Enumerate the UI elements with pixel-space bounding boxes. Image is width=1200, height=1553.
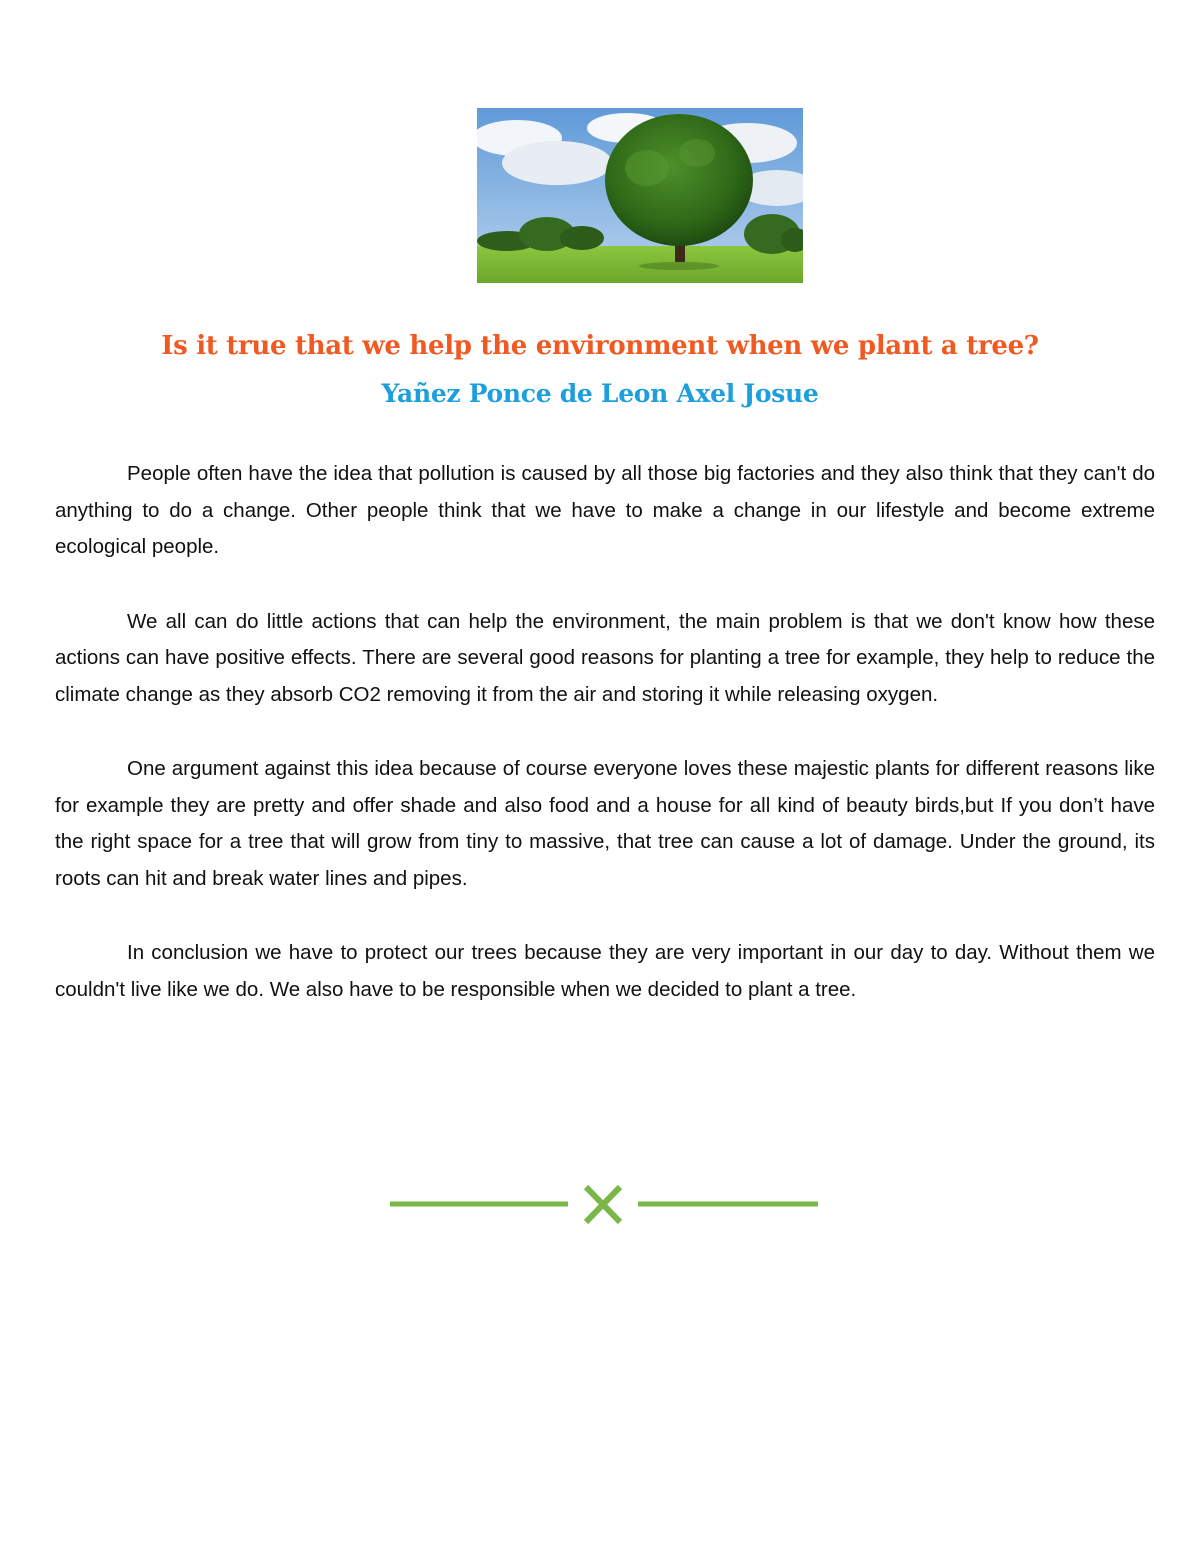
paragraph: In conclusion we have to protect our trees because they are very important in our day to day. Without them we couldn't live like we do. We also have to be responsible when we decided to plant a tree. — [55, 941, 1155, 1001]
tree-in-meadow-photo-icon — [477, 108, 803, 283]
paragraph: One argument against this idea because of course everyone loves these majestic plants for different reasons like for example they are pretty and offer shade and also food and a house for all kind of beauty birds,but If you don’t have the right space for a tree that will grow from tiny to massive, that tree can cause a lot of damage. Under the ground, its roots can hit and break water lines and pipes. — [55, 757, 1155, 890]
essay-body — [55, 456, 1155, 1046]
tree-photo — [477, 108, 803, 283]
section-divider — [390, 1180, 820, 1230]
cross-divider-icon — [586, 1187, 620, 1222]
author-name: Yañez Ponce de Leon Axel Josue — [381, 379, 819, 408]
paragraph: We all can do little actions that can help the environment, the main problem is that we don't know how these actions can have positive effects. There are several good reasons for planting a tree for example, they help to reduce the climate change as they absorb CO2 removing it from the air and storing it while releasing oxygen. — [55, 609, 1155, 706]
page-title: Is it true that we help the environment when we plant a tree? — [161, 331, 1039, 361]
paragraph: People often have the idea that pollution is caused by all those big factories and they also think that they can't do anything to do a change. Other people think that we have to make a change in our lifestyle and become extreme ecological people. — [55, 462, 1155, 558]
